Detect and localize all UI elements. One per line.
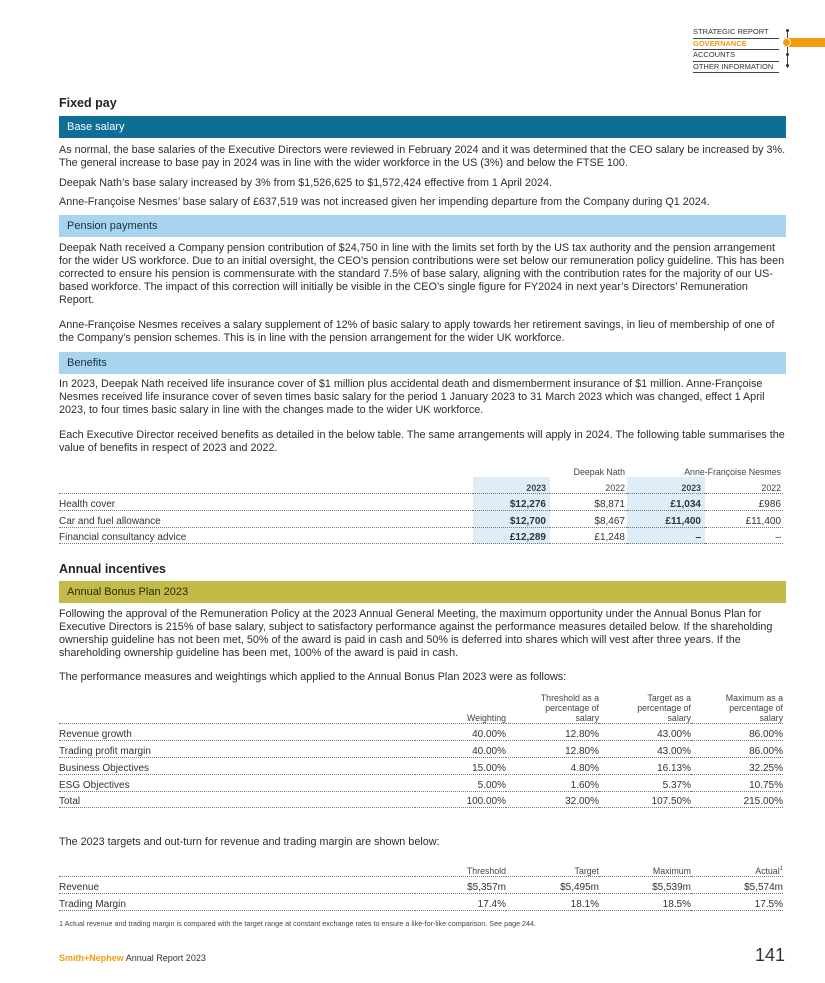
cell: $8,871	[550, 493, 627, 510]
table-row	[59, 893, 783, 910]
benefits-group-header	[59, 461, 783, 477]
group-deepak-nath: Deepak Nath	[573, 466, 625, 477]
row-label: Car and fuel allowance	[59, 510, 473, 527]
cell: $5,495m	[506, 876, 599, 893]
cell: 215.00%	[691, 791, 783, 808]
cell: 12.80%	[506, 740, 599, 757]
cell: 5.00%	[415, 774, 506, 791]
pension-para-1: Deepak Nath received a Company pension contribution of $24,750 in line with the limits set forth by the US tax authority and the pension arrangement for the wider US workforce. Due to an initial oversight, the CEO’s pension contributions were set below our remuneration policy guideline. This has been corrected to ensure his pension is commensurate with the standard 7.5% of base salary, aligning with the contribution rates for the majority of our US-based workforce. The impact of this correction will initially be visible in the CEO’s single figure for FY2024 in next year’s Directors’ Remuneration Report.	[59, 242, 785, 306]
cell: 40.00%	[415, 724, 506, 741]
band-base-salary: Base salary	[59, 116, 786, 138]
cell: £11,400	[705, 510, 783, 527]
group-anne-francoise-nesmes: Anne-Françoise Nesmes	[684, 466, 781, 477]
column-header: Maximum	[599, 860, 691, 876]
cell: $8,467	[550, 510, 627, 527]
benefits-year-header	[59, 477, 783, 493]
nav-item-accounts[interactable]: ACCOUNTS	[693, 50, 779, 62]
cell: $5,357m	[415, 876, 506, 893]
row-label: ESG Objectives	[59, 774, 415, 791]
table-row	[59, 774, 783, 791]
table-row	[59, 510, 783, 527]
cell: £11,400	[627, 510, 705, 527]
column-header: Weighting	[415, 689, 506, 724]
cell: 17.4%	[415, 893, 506, 910]
row-label: Health cover	[59, 493, 473, 510]
cell: 5.37%	[599, 774, 691, 791]
year-header: 2023	[473, 477, 550, 493]
footnote: 1 Actual revenue and trading margin is compared with the target range at constant exchange rates to ensure a like-for-like comparison. See page 244.	[59, 919, 537, 928]
column-header: Target as a percentage of salary	[599, 689, 691, 724]
cell: 1.60%	[506, 774, 599, 791]
cell: 15.00%	[415, 757, 506, 774]
cell: 32.25%	[691, 757, 783, 774]
cell: $12,700	[473, 510, 550, 527]
row-label: Business Objectives	[59, 757, 415, 774]
cell: £1,034	[627, 493, 705, 510]
table-row	[59, 757, 783, 774]
cell: 17.5%	[691, 893, 783, 910]
nav-item-strategic-report[interactable]: STRATEGIC REPORT	[693, 27, 779, 39]
nav-item-governance[interactable]: GOVERNANCE	[693, 39, 779, 51]
nav-dot-icon	[786, 29, 789, 32]
column-header: Maximum as a percentage of salary	[691, 689, 783, 724]
cell: 107.50%	[599, 791, 691, 808]
cell: –	[627, 527, 705, 544]
targets-table	[59, 860, 783, 911]
targets-table-header	[59, 860, 783, 876]
row-label: Trading profit margin	[59, 740, 415, 757]
table-row-total	[59, 791, 783, 808]
nav-rail	[787, 29, 788, 68]
cell: 86.00%	[691, 724, 783, 741]
row-label: Financial consultancy advice	[59, 527, 473, 544]
column-header: Threshold as a percentage of salary	[506, 689, 599, 724]
table-row	[59, 876, 783, 893]
cell: 16.13%	[599, 757, 691, 774]
nav-dot-icon	[786, 64, 789, 67]
nav-item-other-information[interactable]: OTHER INFORMATION	[693, 62, 779, 74]
cell: 4.80%	[506, 757, 599, 774]
table-row	[59, 527, 783, 544]
heading-fixed-pay: Fixed pay	[59, 96, 117, 110]
cell: 43.00%	[599, 740, 691, 757]
year-header: 2022	[705, 477, 783, 493]
bonus-table-header	[59, 689, 783, 724]
band-pension-payments: Pension payments	[59, 215, 786, 237]
footer	[59, 953, 206, 963]
table-row	[59, 493, 783, 510]
band-benefits: Benefits	[59, 352, 786, 374]
table-row	[59, 724, 783, 741]
row-label: Revenue	[59, 876, 415, 893]
cell: £12,289	[473, 527, 550, 544]
footnote-marker: 1	[779, 865, 783, 872]
cell: $12,276	[473, 493, 550, 510]
footer-brand: Smith+Nephew	[59, 953, 124, 963]
row-label: Total	[59, 791, 415, 808]
bonus-para-2: The performance measures and weightings which applied to the Annual Bonus Plan 2023 were as follows:	[59, 671, 567, 683]
footer-title: Annual Report 2023	[123, 953, 206, 963]
nav-active-marker-icon	[782, 38, 791, 47]
table-row	[59, 740, 783, 757]
benefits-para-2: Each Executive Director received benefits as detailed in the below table. The same arrangements will apply in 2024. The following table summarises the value of benefits in respect of 2023 and 2022.	[59, 429, 785, 454]
year-header: 2023	[627, 477, 705, 493]
cell: 12.80%	[506, 724, 599, 741]
cell: $5,539m	[599, 876, 691, 893]
bonus-measures-table	[59, 689, 783, 808]
column-header-actual	[691, 860, 783, 876]
row-label: Revenue growth	[59, 724, 415, 741]
column-header: Threshold	[415, 860, 506, 876]
cell: 40.00%	[415, 740, 506, 757]
cell: $5,574m	[691, 876, 783, 893]
row-label: Trading Margin	[59, 893, 415, 910]
heading-annual-incentives: Annual incentives	[59, 562, 166, 576]
cell: 100.00%	[415, 791, 506, 808]
cell: £986	[705, 493, 783, 510]
cell: 43.00%	[599, 724, 691, 741]
base-salary-para-3: Anne-Françoise Nesmes’ base salary of £637,519 was not increased given her impending departure from the Company during Q1 2024.	[59, 196, 710, 208]
cell: 86.00%	[691, 740, 783, 757]
band-annual-bonus-plan: Annual Bonus Plan 2023	[59, 581, 786, 603]
cell: 18.5%	[599, 893, 691, 910]
column-header: Actual	[755, 865, 780, 876]
targets-intro: The 2023 targets and out-turn for revenue and trading margin are shown below:	[59, 836, 440, 848]
benefits-table	[59, 461, 783, 544]
column-header: Target	[506, 860, 599, 876]
year-header: 2022	[550, 477, 627, 493]
cell: 32.00%	[506, 791, 599, 808]
cell: 10.75%	[691, 774, 783, 791]
pension-para-2: Anne-Françoise Nesmes receives a salary supplement of 12% of basic salary to apply towards her retirement savings, in lieu of membership of one of the Company’s pension schemes. This is in line with the pension arrangement for the wider UK workforce.	[59, 319, 775, 344]
section-nav	[693, 27, 779, 73]
base-salary-para-2: Deepak Nath’s base salary increased by 3% from $1,526,625 to $1,572,424 effective from 1 April 2024.	[59, 177, 552, 189]
bonus-para-1: Following the approval of the Remuneration Policy at the 2023 Annual General Meeting, the maximum opportunity under the Annual Bonus Plan for Executive Directors is 215% of base salary, subject to satisfactory performance against the performance measures detailed below. If the shareholding ownership guideline has not been met, 50% of the award is paid in cash and 50% is deferred into shares which will vest after three years. If the shareholding ownership guideline has been met, 100% of the award is paid in cash.	[59, 608, 773, 659]
page-number: 141	[754, 945, 785, 965]
cell: 18.1%	[506, 893, 599, 910]
nav-dot-icon	[786, 53, 789, 56]
benefits-para-1: In 2023, Deepak Nath received life insurance cover of $1 million plus accidental death and dismemberment insurance of $1 million. Anne-Françoise Nesmes received life insurance cover of seven times basic salary for the period 1 January 2023 to 31 March 2023 which was changed, effect 1 April 2023, to four times basic salary in line with the changes made to the wider UK workforce.	[59, 378, 765, 416]
base-salary-para-1: As normal, the base salaries of the Executive Directors were reviewed in February 2024 and it was determined that the CEO salary be increased by 3%. The general increase to base pay in 2024 was in line with the wider workforce in the US (3%) and below the FTSE 100.	[59, 144, 786, 169]
cell: £1,248	[550, 527, 627, 544]
cell: –	[705, 527, 783, 544]
